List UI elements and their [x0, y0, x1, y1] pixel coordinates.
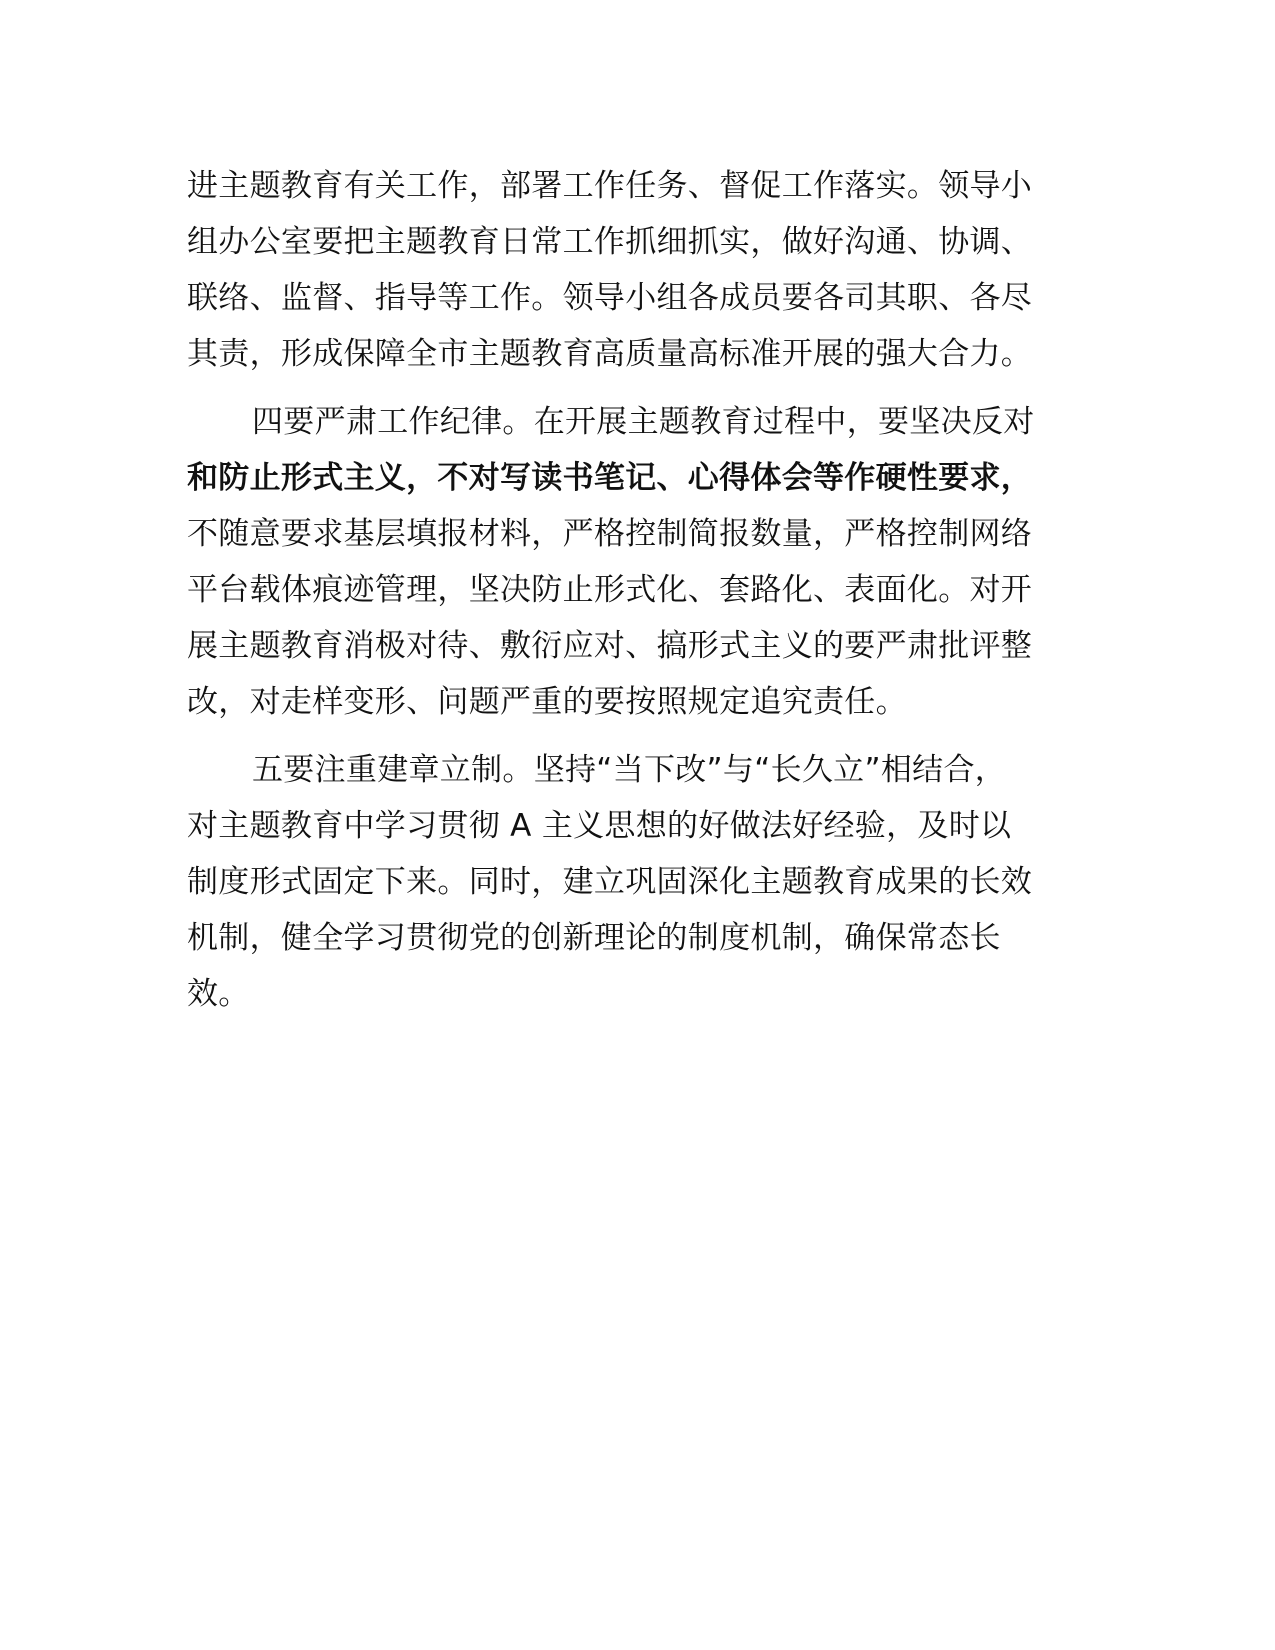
text-line: 不随意要求基层填报材料，严格控制简报数量，严格控制网络: [187, 516, 1033, 552]
text-line: 展主题教育消极对待、敷衍应对、搞形式主义的要严肃批评整: [187, 628, 1033, 664]
paragraph-2: [187, 394, 1087, 730]
text-line: 四要严肃工作纪律。在开展主题教育过程中，要坚决反对: [252, 404, 1035, 440]
document-body: [187, 158, 1087, 1022]
text-line: 制度形式固定下来。同时，建立巩固深化主题教育成果的长效: [187, 864, 1033, 900]
text-line: 联络、监督、指导等工作。领导小组各成员要各司其职、各尽: [187, 280, 1033, 316]
text-line: 其责，形成保障全市主题教育高质量高标准开展的强大合力。: [187, 336, 1033, 372]
text-line: 效。: [187, 976, 250, 1012]
text-line: 对主题教育中学习贯彻 A 主义思想的好做法好经验，及时以: [187, 808, 1012, 844]
text-line: 进主题教育有关工作，部署工作任务、督促工作落实。领导小: [187, 168, 1033, 204]
text-line: 平台载体痕迹管理，坚决防止形式化、套路化、表面化。对开: [187, 572, 1033, 608]
text-line: 和防止形式主义，不对写读书笔记、心得体会等作硬性要求，: [187, 460, 1033, 496]
text-line: 五要注重建章立制。坚持“当下改”与“长久立”相结合，: [252, 752, 1007, 788]
text-line: 机制，健全学习贯彻党的创新理论的制度机制，确保常态长: [187, 920, 1001, 956]
text-line: 组办公室要把主题教育日常工作抓细抓实，做好沟通、协调、: [187, 224, 1033, 260]
paragraph-3: [187, 742, 1087, 1022]
text-line: 改，对走样变形、问题严重的要按照规定追究责任。: [187, 684, 907, 720]
paragraph-1: [187, 158, 1087, 382]
